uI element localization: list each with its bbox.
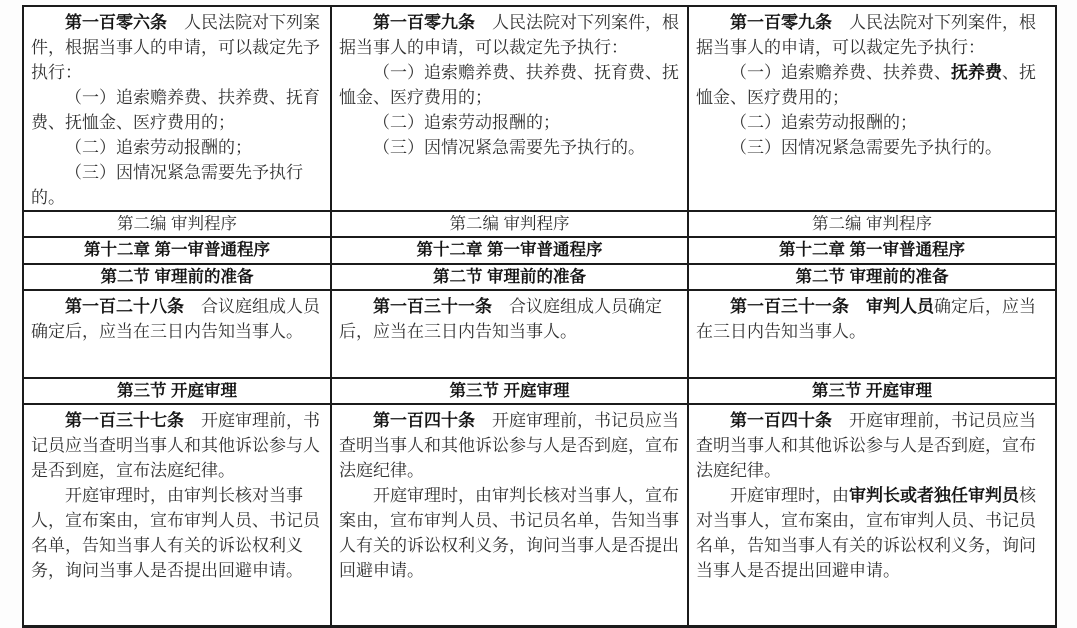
law-paragraph — [696, 60, 1048, 110]
law-paragraph — [31, 10, 323, 85]
law-text: （二）追索劳动报酬的； — [730, 113, 917, 132]
section-row — [23, 264, 1056, 290]
article-row — [23, 404, 1056, 626]
law-text: 人民法院对下列案件，根据当事人的申请，可以裁定先予执行： — [31, 13, 320, 82]
section-heading-cell: 第十二章 第一审普通程序 — [331, 237, 688, 264]
law-text: 合议庭组成人员确定后，应当在三日内告知当事人。 — [31, 297, 320, 341]
law-text: （二）追索劳动报酬的； — [373, 113, 560, 132]
law-text: 开庭审理时，由 — [730, 486, 849, 505]
law-text: （二）追索劳动报酬的； — [65, 138, 252, 157]
law-paragraph — [339, 60, 680, 110]
article-text-cell — [688, 404, 1056, 626]
section-heading-cell: 第二节 审理前的准备 — [23, 264, 331, 290]
section-heading-cell: 第三节 开庭审理 — [688, 378, 1056, 404]
law-text-emphasis: 第一百零六条 — [65, 13, 167, 32]
law-paragraph — [696, 10, 1048, 60]
law-text-emphasis: 第一百二十八条 — [65, 297, 184, 316]
section-heading-cell: 第二节 审理前的准备 — [331, 264, 688, 290]
law-text-emphasis: 第一百零九条 — [730, 13, 832, 32]
law-paragraph — [339, 110, 680, 135]
article-text-cell — [23, 404, 331, 626]
law-text: 开庭审理前，书记员应当查明当事人和其他诉讼参与人是否到庭，宣布法庭纪律。 — [696, 411, 1036, 480]
section-row — [23, 237, 1056, 264]
law-paragraph — [339, 483, 680, 583]
law-paragraph — [696, 408, 1048, 483]
law-text: 、抚恤金、医疗费用的； — [696, 63, 1036, 107]
law-paragraph — [31, 483, 323, 583]
section-heading-cell: 第二编 审判程序 — [23, 211, 331, 237]
law-paragraph — [339, 10, 680, 60]
article-text-cell — [331, 290, 688, 378]
law-paragraph — [696, 483, 1048, 583]
section-row — [23, 211, 1056, 237]
law-text: 开庭审理前，书记员应当查明当事人和其他诉讼参与人是否到庭，宣布法庭纪律。 — [339, 411, 679, 480]
law-text: 确定后，应当在三日内告知当事人。 — [696, 297, 1036, 341]
law-paragraph — [31, 160, 323, 210]
law-paragraph — [31, 408, 323, 483]
law-paragraph — [696, 294, 1048, 344]
law-text-emphasis: 第一百三十一条 — [730, 297, 849, 316]
article-text-cell — [688, 6, 1056, 211]
article-text-cell — [23, 290, 331, 378]
law-paragraph — [339, 408, 680, 483]
section-heading-cell: 第十二章 第一审普通程序 — [23, 237, 331, 264]
section-heading-cell: 第三节 开庭审理 — [331, 378, 688, 404]
article-text-cell — [688, 290, 1056, 378]
law-text-emphasis: 第一百四十条 — [730, 411, 832, 430]
law-paragraph — [339, 135, 680, 160]
section-heading-cell: 第二编 审判程序 — [331, 211, 688, 237]
law-text — [849, 297, 866, 316]
law-text: （三）因情况紧急需要先予执行的。 — [31, 163, 303, 207]
law-text: 人民法院对下列案件，根据当事人的申请，可以裁定先予执行： — [696, 13, 1036, 57]
section-heading-cell: 第二节 审理前的准备 — [688, 264, 1056, 290]
law-paragraph — [696, 110, 1048, 135]
law-text: （一）追索赡养费、扶养费、 — [730, 63, 951, 82]
law-text: 开庭审理时，由审判长核对当事人，宣布案由，宣布审判人员、书记员名单，告知当事人有关的诉讼权利义务，询问当事人是否提出回避申请。 — [31, 486, 320, 580]
article-text-cell — [23, 6, 331, 211]
law-text-emphasis: 审判人员 — [866, 297, 934, 316]
law-text: 开庭审理时，由审判长核对当事人，宣布案由，宣布审判人员、书记员名单，告知当事人有关的诉讼权利义务，询问当事人是否提出回避申请。 — [339, 486, 679, 580]
law-text-emphasis: 第一百三十七条 — [65, 411, 184, 430]
section-row — [23, 378, 1056, 404]
law-text: 核对当事人，宣布案由，宣布审判人员、书记员名单，告知当事人有关的诉讼权利义务，询问当事人是否提出回避申请。 — [696, 486, 1036, 580]
law-text-emphasis: 第一百零九条 — [373, 13, 475, 32]
law-text: 人民法院对下列案件，根据当事人的申请，可以裁定先予执行： — [339, 13, 679, 57]
law-text: （一）追索赡养费、扶养费、抚育费、抚恤金、医疗费用的； — [31, 88, 320, 132]
law-paragraph — [31, 294, 323, 344]
article-text-cell — [331, 6, 688, 211]
law-paragraph — [339, 294, 680, 344]
article-text-cell — [331, 404, 688, 626]
law-paragraph — [31, 85, 323, 135]
law-paragraph — [696, 135, 1048, 160]
law-text-emphasis: 第一百四十条 — [373, 411, 475, 430]
law-text: 合议庭组成人员确定后，应当在三日内告知当事人。 — [339, 297, 662, 341]
law-paragraph — [31, 135, 323, 160]
law-text-emphasis: 第一百三十一条 — [373, 297, 492, 316]
section-heading-cell: 第二编 审判程序 — [688, 211, 1056, 237]
section-heading-cell: 第三节 开庭审理 — [23, 378, 331, 404]
law-text: （三）因情况紧急需要先予执行的。 — [373, 138, 645, 157]
law-comparison-table — [22, 5, 1057, 628]
law-text: （一）追索赡养费、扶养费、抚育费、抚恤金、医疗费用的； — [339, 63, 679, 107]
law-text: 开庭审理前，书记员应当查明当事人和其他诉讼参与人是否到庭，宣布法庭纪律。 — [31, 411, 320, 480]
law-text-emphasis: 抚养费 — [951, 63, 1002, 82]
article-row — [23, 6, 1056, 211]
section-heading-cell: 第十二章 第一审普通程序 — [688, 237, 1056, 264]
article-row — [23, 290, 1056, 378]
law-text: （三）因情况紧急需要先予执行的。 — [730, 138, 1002, 157]
law-text-emphasis: 审判长或者独任审判员 — [849, 486, 1019, 505]
